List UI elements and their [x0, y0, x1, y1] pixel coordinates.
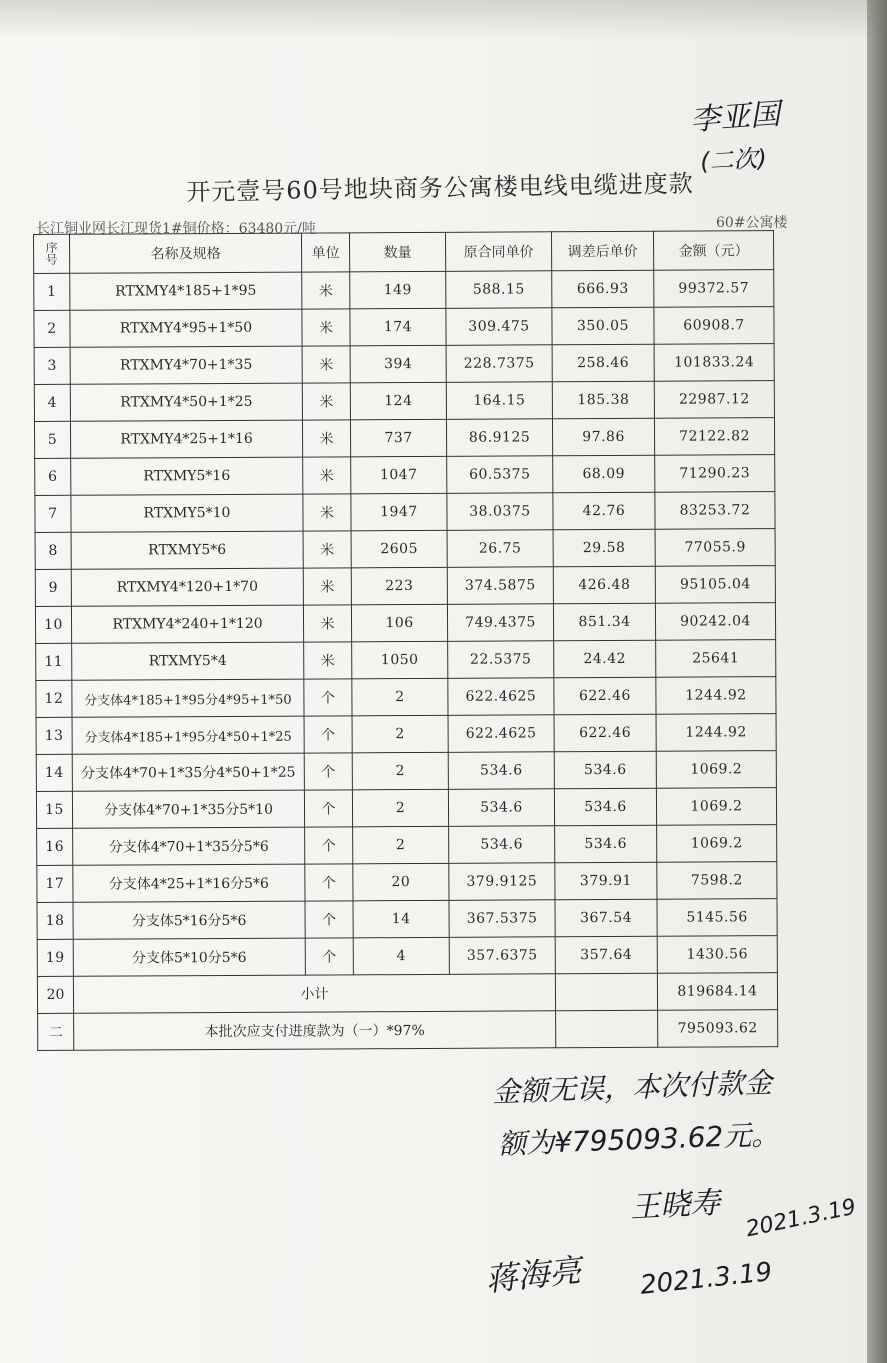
row-name: RTXMY4*120+1*70	[71, 568, 303, 606]
row-orig-price: 22.5375	[448, 641, 554, 679]
header-orig-price: 原合同单价	[445, 232, 551, 272]
row-adj-price: 97.86	[552, 418, 654, 456]
row-qty: 4	[353, 937, 449, 975]
copper-price-note: 长江铜业网长江现货1#铜价格：63480元/吨	[36, 221, 316, 237]
row-adj-price: 426.48	[553, 566, 655, 604]
row-no: 19	[37, 939, 73, 976]
row-name: RTXMY4*95+1*50	[70, 309, 302, 347]
row-amount: 22987.12	[654, 381, 774, 419]
row-name: 分支体4*185+1*95分4*95+1*50	[72, 679, 304, 717]
row-amount: 90242.04	[655, 603, 775, 641]
table-row	[34, 307, 774, 348]
row-amount: 1069.2	[657, 825, 777, 863]
row-unit: 米	[303, 457, 351, 494]
row-adj-price: 42.76	[553, 492, 655, 530]
row-no: 17	[37, 865, 73, 902]
row-name: 分支体4*25+1*16分5*6	[73, 864, 305, 902]
row-amount: 72122.82	[654, 418, 774, 456]
row-adj-price: 367.54	[555, 899, 657, 937]
row-unit: 个	[304, 790, 352, 827]
row-amount: 1069.2	[656, 788, 776, 826]
row-amount: 83253.72	[655, 492, 775, 530]
row-adj-price: 357.64	[555, 936, 657, 974]
row-name: 分支体4*70+1*35分5*10	[72, 790, 304, 828]
table-body	[34, 270, 778, 977]
row-qty: 14	[353, 900, 449, 938]
row-no: 5	[34, 421, 70, 458]
table-row	[35, 455, 775, 496]
payment-no: 二	[38, 1013, 74, 1050]
row-unit: 米	[303, 531, 351, 568]
row-amount: 60908.7	[654, 307, 774, 345]
row-unit: 米	[303, 494, 351, 531]
row-adj-price: 68.09	[553, 455, 655, 493]
row-adj-price: 666.93	[552, 270, 654, 308]
row-adj-price: 534.6	[554, 788, 656, 826]
row-unit: 米	[304, 642, 352, 679]
row-orig-price: 534.6	[449, 826, 555, 864]
row-qty: 2	[352, 678, 448, 716]
table-row	[35, 492, 775, 533]
header-adj-price: 调差后单价	[551, 231, 653, 271]
row-qty: 394	[350, 345, 446, 383]
row-qty: 737	[350, 419, 446, 457]
row-no: 13	[36, 717, 72, 754]
table-row	[36, 677, 776, 718]
row-no: 16	[37, 828, 73, 865]
row-qty: 223	[351, 567, 447, 605]
row-amount: 7598.2	[657, 862, 777, 900]
row-adj-price: 534.6	[554, 751, 656, 789]
row-qty: 20	[353, 863, 449, 901]
row-unit: 个	[304, 679, 352, 716]
row-no: 1	[34, 273, 70, 310]
row-orig-price: 374.5875	[447, 567, 553, 605]
page-title: 开元壹号60号地块商务公寓楼电线电缆进度款	[186, 169, 695, 207]
table-row	[35, 603, 775, 644]
row-qty: 2605	[351, 530, 447, 568]
subtotal-label: 小计	[73, 974, 555, 1014]
row-name: RTXMY5*6	[71, 531, 303, 569]
row-unit: 个	[305, 901, 353, 938]
row-unit: 个	[305, 864, 353, 901]
row-orig-price: 86.9125	[446, 419, 552, 457]
row-unit: 米	[303, 605, 351, 642]
subtotal-no: 20	[37, 976, 73, 1013]
row-no: 14	[36, 754, 72, 791]
row-name: RTXMY4*185+1*95	[70, 272, 302, 310]
header-amount: 金额（元）	[653, 231, 773, 271]
row-name: RTXMY4*50+1*25	[70, 383, 302, 421]
table-row	[36, 751, 776, 792]
row-qty: 2	[352, 715, 448, 753]
row-unit: 米	[302, 420, 350, 457]
date-jiang: 2021.3.19	[638, 1257, 774, 1301]
row-unit: 米	[302, 309, 350, 346]
table-row	[34, 270, 774, 311]
table-row	[37, 899, 777, 940]
row-orig-price: 622.4625	[448, 715, 554, 753]
row-orig-price: 60.5375	[447, 456, 553, 494]
row-amount: 101833.24	[654, 344, 774, 382]
background-strip	[867, 0, 887, 1363]
row-orig-price: 379.9125	[449, 863, 555, 901]
row-orig-price: 228.7375	[446, 345, 552, 383]
table-header-row	[34, 231, 774, 274]
row-amount: 77055.9	[655, 529, 775, 567]
header-qty: 数量	[349, 232, 445, 272]
row-qty: 1047	[351, 456, 447, 494]
table-row	[34, 381, 774, 422]
table-row	[37, 862, 777, 903]
signature-wang: 王晓寿	[629, 1185, 722, 1226]
row-qty: 106	[351, 604, 447, 642]
row-no: 12	[36, 680, 72, 717]
row-amount: 5145.56	[657, 899, 777, 937]
row-no: 15	[36, 791, 72, 828]
row-no: 10	[35, 606, 71, 643]
payment-blank	[556, 1010, 658, 1048]
row-no: 2	[34, 310, 70, 347]
row-amount: 71290.23	[655, 455, 775, 493]
row-amount: 25641	[656, 640, 776, 678]
row-qty: 2	[352, 752, 448, 790]
row-orig-price: 38.0375	[447, 493, 553, 531]
handwritten-approval-line-1: 金额无误，本次付款金	[491, 1066, 773, 1109]
row-no: 18	[37, 902, 73, 939]
row-orig-price: 357.6375	[449, 937, 555, 975]
table-row	[37, 936, 777, 977]
row-no: 11	[36, 643, 72, 680]
row-name: RTXMY4*70+1*35	[70, 346, 302, 384]
table-row	[35, 529, 775, 570]
handwritten-note: (二次)	[699, 144, 768, 176]
row-unit: 个	[305, 938, 353, 975]
row-name: RTXMY5*16	[71, 457, 303, 495]
row-amount: 1244.92	[656, 714, 776, 752]
row-name: 分支体4*70+1*35分5*6	[73, 827, 305, 865]
row-orig-price: 622.4625	[448, 678, 554, 716]
table-row	[37, 825, 777, 866]
row-adj-price: 851.34	[553, 603, 655, 641]
row-adj-price: 24.42	[554, 640, 656, 678]
row-name: 分支体5*10分5*6	[73, 938, 305, 976]
row-no: 7	[35, 495, 71, 532]
row-name: 分支体4*70+1*35分4*50+1*25	[72, 753, 304, 791]
row-adj-price: 350.05	[552, 307, 654, 345]
row-qty: 174	[350, 308, 446, 346]
building-label: 60#公寓楼	[716, 215, 788, 231]
row-unit: 米	[302, 383, 350, 420]
row-adj-price: 29.58	[553, 529, 655, 567]
row-unit: 米	[303, 568, 351, 605]
table-row	[36, 788, 776, 829]
table-row	[36, 714, 776, 755]
row-name: RTXMY4*240+1*120	[71, 605, 303, 643]
handwritten-name: 李亚国	[689, 96, 782, 139]
row-orig-price: 749.4375	[447, 604, 553, 642]
signature-jiang: 蒋海亮	[483, 1251, 583, 1299]
row-unit: 米	[302, 272, 350, 309]
table-row	[35, 566, 775, 607]
row-qty: 1050	[352, 641, 448, 679]
subtotal-blank	[555, 973, 657, 1011]
row-qty: 2	[353, 826, 449, 864]
table-row	[36, 640, 776, 681]
row-amount: 1244.92	[656, 677, 776, 715]
subtotal-row	[37, 973, 777, 1014]
table-row	[34, 344, 774, 385]
row-orig-price: 367.5375	[449, 900, 555, 938]
row-unit: 个	[304, 753, 352, 790]
row-qty: 1947	[351, 493, 447, 531]
row-name: 分支体5*16分5*6	[73, 901, 305, 939]
row-orig-price: 164.15	[446, 382, 552, 420]
row-amount: 1069.2	[656, 751, 776, 789]
table-row	[34, 418, 774, 459]
row-adj-price: 622.46	[554, 677, 656, 715]
paper-shadow	[0, 0, 887, 40]
payment-label: 本批次应支付进度款为（一）*97%	[74, 1011, 556, 1051]
row-qty: 2	[352, 789, 448, 827]
subtotal-amount: 819684.14	[657, 973, 777, 1011]
row-orig-price: 588.15	[446, 271, 552, 309]
row-adj-price: 534.6	[555, 825, 657, 863]
row-adj-price: 185.38	[552, 381, 654, 419]
row-amount: 99372.57	[654, 270, 774, 308]
row-orig-price: 26.75	[447, 530, 553, 568]
row-orig-price: 534.6	[448, 752, 554, 790]
row-name: RTXMY5*10	[71, 494, 303, 532]
row-orig-price: 309.475	[446, 308, 552, 346]
row-name: 分支体4*185+1*95分4*50+1*25	[72, 716, 304, 754]
payment-row	[38, 1010, 778, 1051]
date-wang: 2021.3.19	[743, 1194, 859, 1243]
handwritten-approval-line-2: 额为¥795093.62元。	[497, 1118, 780, 1161]
row-qty: 149	[350, 271, 446, 309]
row-no: 3	[34, 347, 70, 384]
row-no: 8	[35, 532, 71, 569]
row-adj-price: 379.91	[555, 862, 657, 900]
row-adj-price: 258.46	[552, 344, 654, 382]
row-amount: 1430.56	[657, 936, 777, 974]
row-orig-price: 534.6	[448, 789, 554, 827]
header-name: 名称及规格	[70, 233, 302, 273]
header-unit: 单位	[301, 233, 349, 272]
row-amount: 95105.04	[655, 566, 775, 604]
payment-amount: 795093.62	[658, 1010, 778, 1048]
row-unit: 个	[305, 827, 353, 864]
row-unit: 米	[302, 346, 350, 383]
row-adj-price: 622.46	[554, 714, 656, 752]
row-no: 4	[34, 384, 70, 421]
row-unit: 个	[304, 716, 352, 753]
header-no: 序号	[34, 234, 70, 273]
row-no: 9	[35, 569, 71, 606]
row-name: RTXMY4*25+1*16	[70, 420, 302, 458]
row-qty: 124	[350, 382, 446, 420]
row-name: RTXMY5*4	[72, 642, 304, 680]
progress-payment-table	[33, 230, 778, 1051]
row-no: 6	[35, 458, 71, 495]
